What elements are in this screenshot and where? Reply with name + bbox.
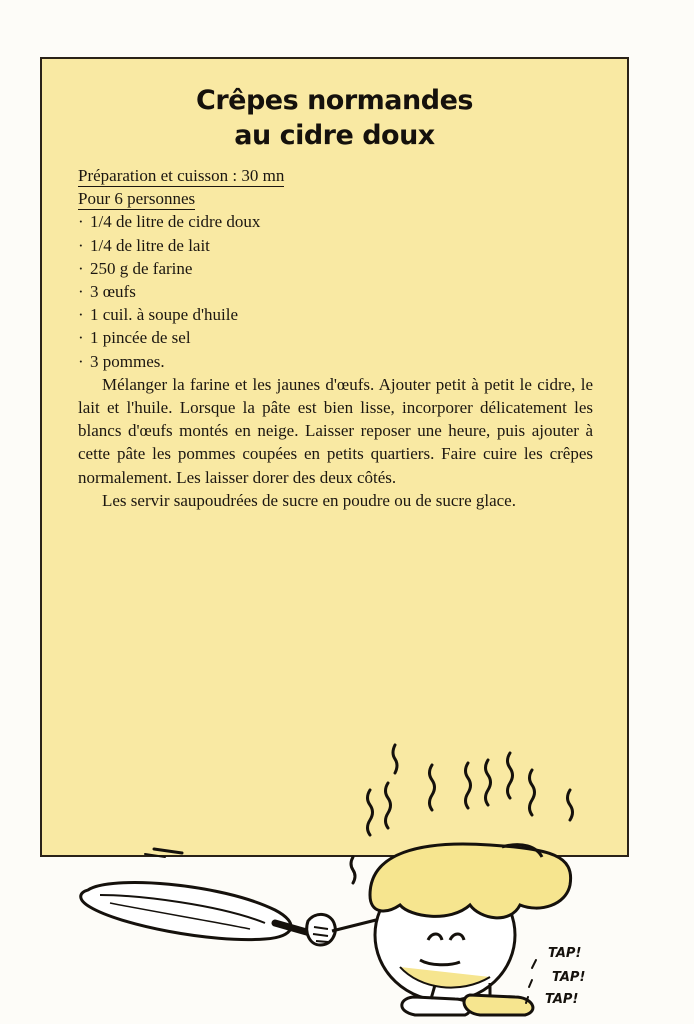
recipe-title-line-2: au cidre doux [234,120,435,151]
recipe-body [78,164,593,512]
ingredient-item: · 1/4 de litre de cidre doux [78,210,593,233]
motion-marks-icon [526,960,536,1003]
recipe-step: Mélanger la farine et les jaunes d'œufs. Ajouter petit à petit le cidre, le lait et l'huile. Lorsque la pâte est bien lisse, incorporer délicatement les blancs d'œufs montés en neige. Laisser reposer une heure, puis ajouter à cette pâte les pommes coupées en petits quartiers. Faire cuire les crêpes normalement. Les laisser dorer des deux côtés. [78,374,593,487]
bullet-icon: · [78,258,84,278]
ingredient-list [78,210,593,372]
tap-sound-1: TAP! [548,946,582,961]
preparation-time: Préparation et cuisson : 30 mn [78,166,285,185]
ingredient-item: · 1 pincée de sel [78,326,593,349]
ingredient-item: · 3 œufs [78,280,593,303]
bullet-icon: · [78,281,84,301]
tap-sound-text [545,946,585,1007]
ingredient-item: · 250 g de farine [78,257,593,280]
recipe-title-line-1: Crêpes normandes [196,85,473,116]
crepe-chef-with-pan-illustration [70,735,630,1020]
tap-sound-3: TAP! [545,992,579,1007]
hand-icon [307,914,335,945]
bullet-icon: · [78,235,84,255]
servings: Pour 6 personnes [78,189,196,209]
bullet-icon: · [78,305,84,325]
bullet-icon: · [78,351,84,371]
bullet-icon: · [78,328,84,348]
frying-pan-icon [81,849,310,940]
servings-line [78,187,593,210]
ingredient-item: · 3 pommes. [78,350,593,373]
crepe-character-icon [332,844,571,1001]
recipe-title [42,83,627,153]
ingredient-item: · 1/4 de litre de lait [78,234,593,257]
tap-sound-2: TAP! [552,970,586,985]
ingredient-item: · 1 cuil. à soupe d'huile [78,303,593,326]
bullet-icon: · [78,212,84,232]
recipe-step: Les servir saupoudrées de sucre en poudre ou de sucre glace. [102,490,516,510]
preparation-line [78,164,593,187]
